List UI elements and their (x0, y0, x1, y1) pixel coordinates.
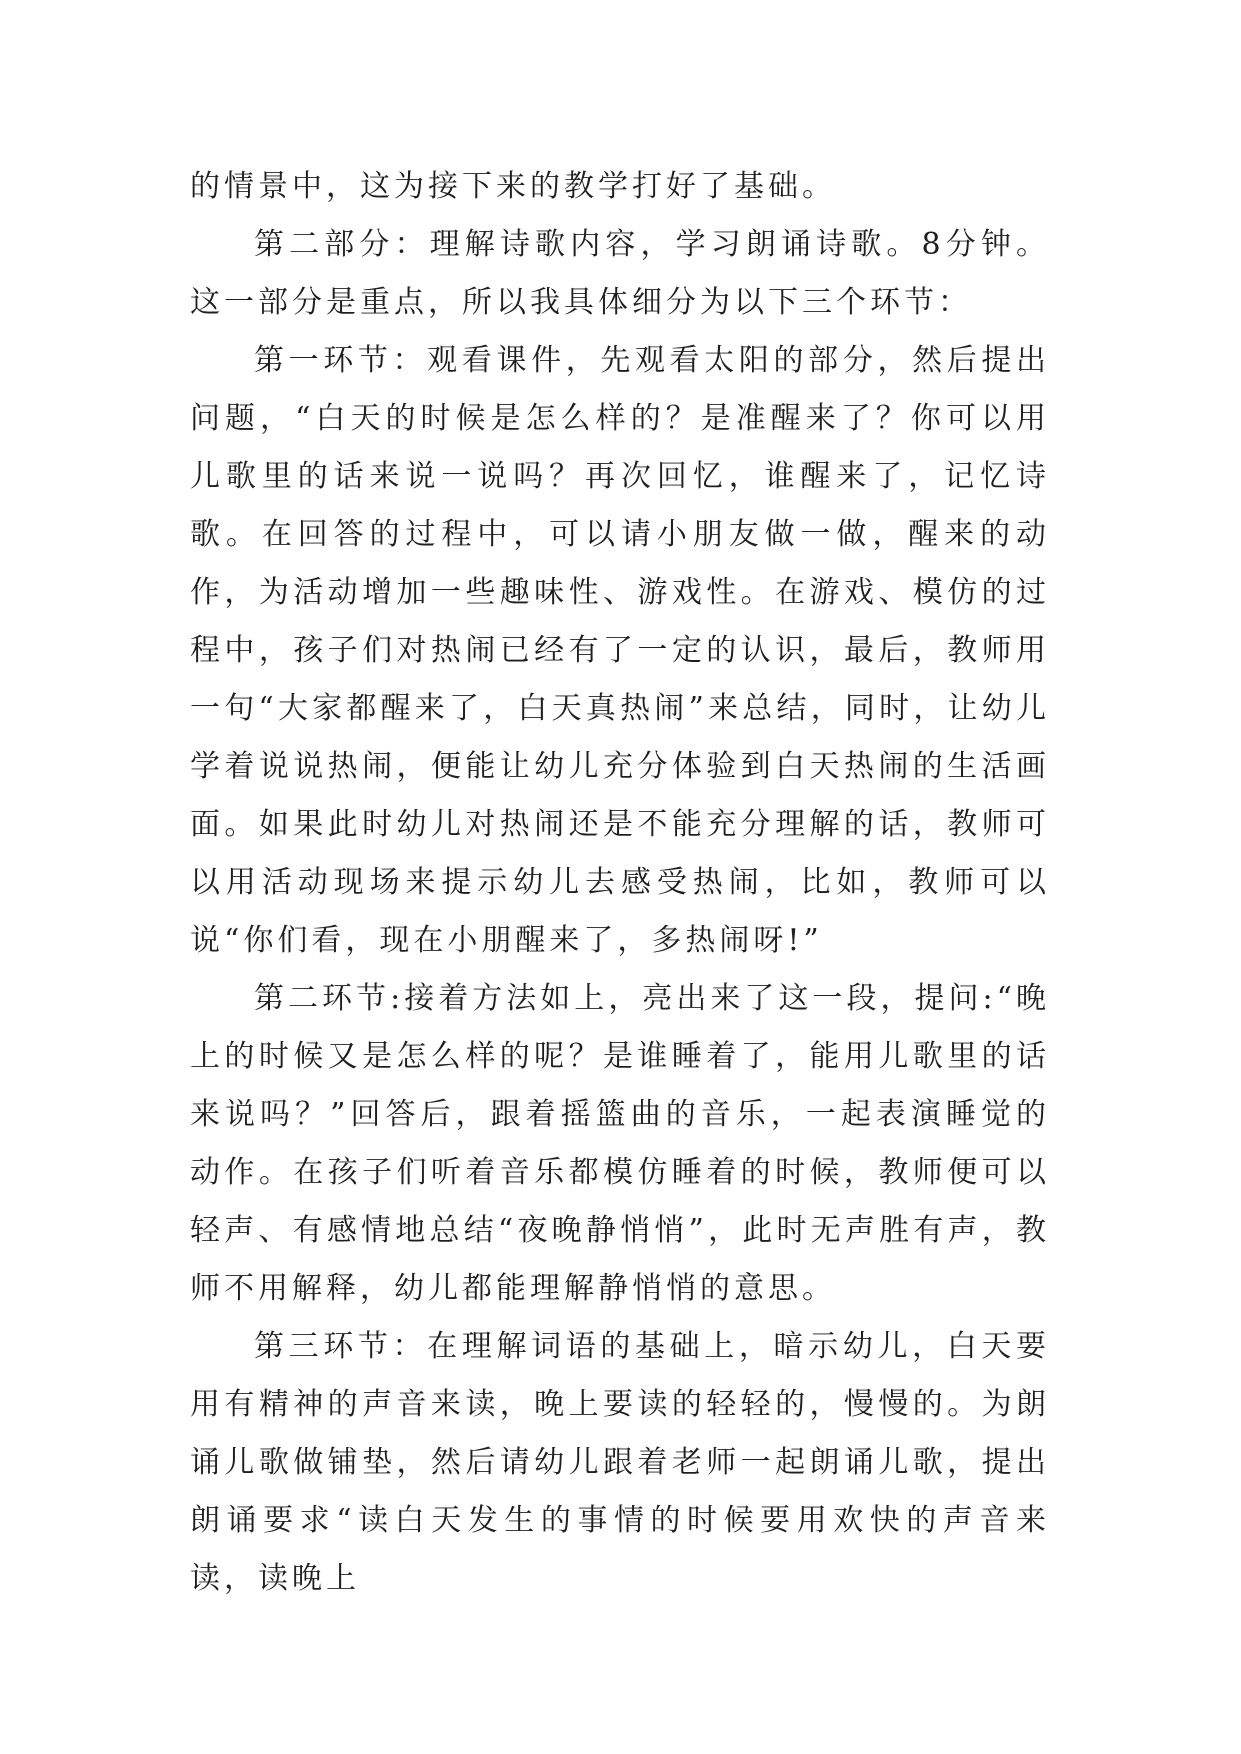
paragraph-step-two: 第二环节:接着方法如上，亮出来了这一段，提问:“晚上的时候又是怎么样的呢？是谁睡着了，能用儿歌里的话来说吗？”回答后，跟着摇篮曲的音乐，一起表演睡觉的动作。在孩子们听着音乐都模仿睡着的时候，教师便可以轻声、有感情地总结“夜晚静悄悄”，此时无声胜有声，教师不用解释，幼儿都能理解静悄悄的意思。 (190, 981, 1050, 1306)
document-body (190, 158, 1050, 1608)
paragraph-continuation: 的情景中，这为接下来的教学打好了基础。 (190, 169, 836, 204)
paragraph-part-two: 第二部分：理解诗歌内容，学习朗诵诗歌。8分钟。这一部分是重点，所以我具体细分为以下三个环节： (190, 227, 1050, 320)
paragraph-step-three: 第三环节：在理解词语的基础上，暗示幼儿，白天要用有精神的声音来读，晚上要读的轻轻的，慢慢的。为朗诵儿歌做铺垫，然后请幼儿跟着老师一起朗诵儿歌，提出朗诵要求“读白天发生的事情的时候要用欢快的声音来读，读晚上 (190, 1329, 1050, 1596)
paragraph-step-one: 第一环节：观看课件，先观看太阳的部分，然后提出问题，“白天的时候是怎么样的？是准醒来了？你可以用儿歌里的话来说一说吗？再次回忆，谁醒来了，记忆诗歌。在回答的过程中，可以请小朋友做一做，醒来的动作，为活动增加一些趣味性、游戏性。在游戏、模仿的过程中，孩子们对热闹已经有了一定的认识，最后，教师用一句“大家都醒来了，白天真热闹”来总结，同时，让幼儿学着说说热闹，便能让幼儿充分体验到白天热闹的生活画面。如果此时幼儿对热闹还是不能充分理解的话，教师可以用活动现场来提示幼儿去感受热闹，比如，教师可以说“你们看，现在小朋醒来了，多热闹呀!” (190, 343, 1050, 958)
